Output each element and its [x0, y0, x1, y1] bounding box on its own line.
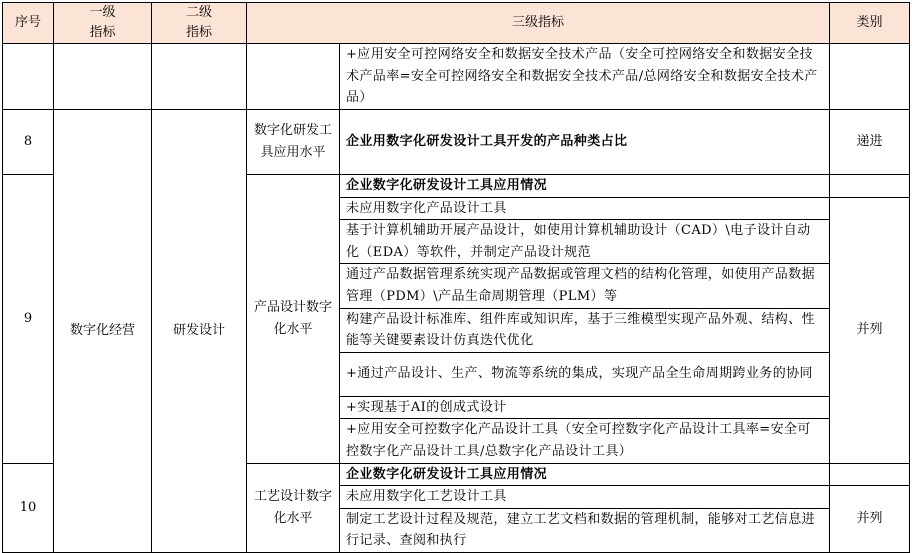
level3-item: 未应用数字化工艺设计工具 [340, 486, 830, 509]
seq-cell: 8 [3, 110, 54, 175]
level3-item: +应用安全可控数字化产品设计工具（安全可控数字化产品设计工具率=安全可控数字化产品设计工具/总数字化产品设计工具） [340, 419, 830, 463]
header-level1 [54, 3, 152, 44]
header-level1-label: 一级 指标 [89, 5, 116, 40]
table-row [3, 110, 910, 175]
level3-title-cell: 企业数字化研发设计工具应用情况 [340, 175, 830, 198]
cell-empty [830, 175, 910, 198]
level3-title-cell: 企业数字化研发设计工具应用情况 [340, 463, 830, 486]
category-cell: 递进 [830, 110, 910, 175]
level3-group-cell: 数字化研发工具应用水平 [247, 110, 340, 175]
cell-empty [3, 44, 54, 110]
level3-item: 制定工艺设计过程及规范，建立工艺文档和数据的管理机制，能够对工艺信息进行记录、查阅和执行 [340, 508, 830, 552]
category-cell: 并列 [830, 486, 910, 553]
cell-empty [830, 44, 910, 110]
level3-group-cell: 产品设计数字化水平 [247, 175, 340, 464]
level3-cell: 企业用数字化研发设计工具开发的产品种类占比 [340, 110, 830, 175]
level2-cell: 研发设计 [152, 110, 247, 553]
level3-item: 未应用数字化产品设计工具 [340, 197, 830, 220]
header-level2 [152, 3, 247, 44]
level1-cell: 数字化经营 [54, 110, 152, 553]
level3-group-cell: 工艺设计数字化水平 [247, 463, 340, 552]
header-category: 类别 [830, 3, 910, 44]
table-row [3, 44, 910, 110]
indicator-table [2, 2, 910, 553]
cell-empty [54, 44, 152, 110]
level3-item: 构建产品设计标准库、组件库或知识库，基于三维模型实现产品外观、结构、性能等关键要素设计仿真迭代优化 [340, 308, 830, 352]
level3-item: 基于计算机辅助开展产品设计，如使用计算机辅助设计（CAD）\电子设计自动化（EDA）等软件，并制定产品设计规范 [340, 220, 830, 264]
seq-cell: 10 [3, 463, 54, 552]
level3-item: 通过产品数据管理系统实现产品数据或管理文档的结构化管理，如使用产品数据管理（PDM）\产品生命周期管理（PLM）等 [340, 264, 830, 308]
level3-item: +通过产品设计、生产、物流等系统的集成，实现产品全生命周期跨业务的协同 [340, 352, 830, 396]
cell-empty [247, 44, 340, 110]
cell-empty [152, 44, 247, 110]
seq-cell: 9 [3, 175, 54, 464]
header-row [3, 3, 910, 44]
header-seq: 序号 [3, 3, 54, 44]
cell-empty [830, 463, 910, 486]
header-level2-label: 二级 指标 [185, 5, 212, 40]
header-level3: 三级指标 [247, 3, 830, 44]
level3-item: +实现基于AI的创成式设计 [340, 396, 830, 419]
level3-cell: +应用安全可控网络安全和数据安全技术产品（安全可控网络安全和数据安全技术产品率=安全可控网络安全和数据安全技术产品/总网络安全和数据安全技术产品） [340, 44, 830, 110]
category-cell: 并列 [830, 197, 910, 463]
